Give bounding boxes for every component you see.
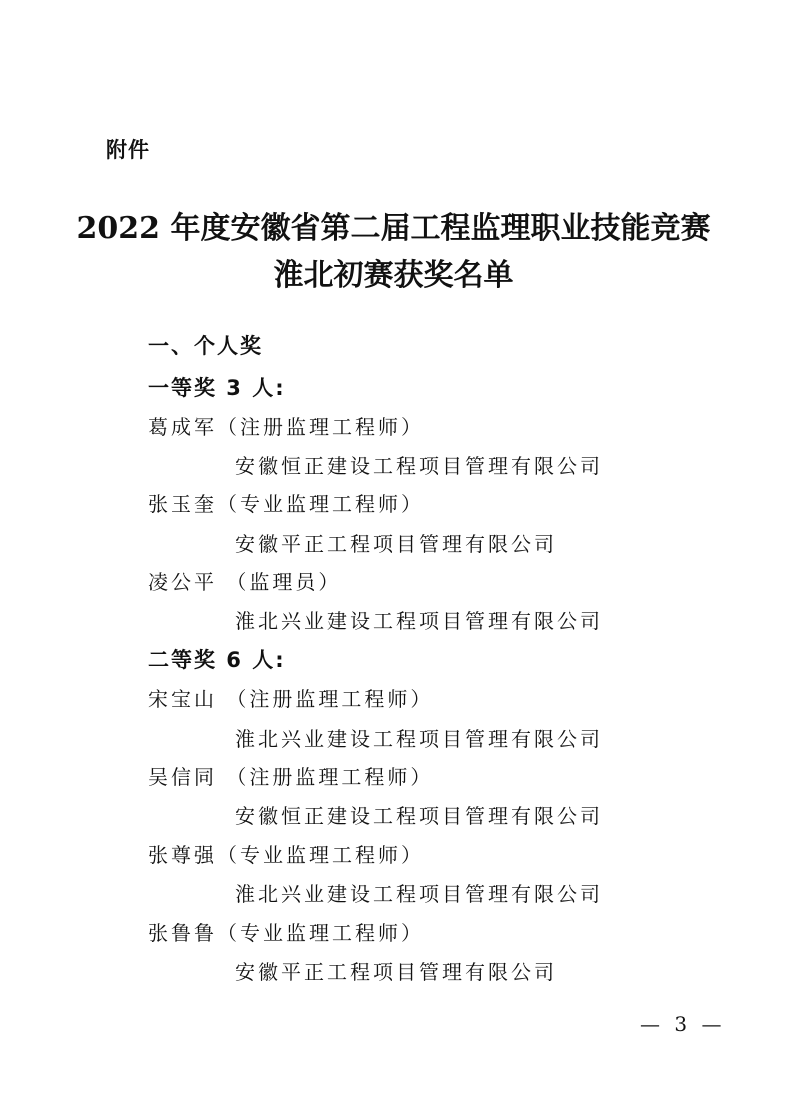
page-number: — 3 — <box>640 1012 726 1036</box>
winner-name: 葛成军（注册监理工程师） <box>148 415 424 439</box>
winner-company: 淮北兴业建设工程项目管理有限公司 <box>235 609 603 633</box>
attachment-label: 附件 <box>106 138 150 162</box>
first-prize-heading: 一等奖 3 人: <box>148 376 286 400</box>
document-title-line-1: 2022 年度安徽省第二届工程监理职业技能竞赛 <box>76 211 711 246</box>
second-prize-heading: 二等奖 6 人: <box>148 648 286 672</box>
winner-name: 凌公平 （监理员） <box>148 570 342 594</box>
winner-name: 张鲁鲁（专业监理工程师） <box>148 921 424 945</box>
winner-company: 安徽平正工程项目管理有限公司 <box>235 960 557 984</box>
document-title-line-2: 淮北初赛获奖名单 <box>273 258 514 293</box>
winner-name: 吴信同 （注册监理工程师） <box>148 765 434 789</box>
winner-company: 淮北兴业建设工程项目管理有限公司 <box>235 727 603 751</box>
winner-company: 淮北兴业建设工程项目管理有限公司 <box>235 882 603 906</box>
winner-company: 安徽恒正建设工程项目管理有限公司 <box>235 804 603 828</box>
winner-company: 安徽恒正建设工程项目管理有限公司 <box>235 454 603 478</box>
section-heading-individual-awards: 一、个人奖 <box>148 334 263 358</box>
winner-name: 张尊强（专业监理工程师） <box>148 843 424 867</box>
winner-name: 宋宝山 （注册监理工程师） <box>148 687 434 711</box>
winner-name: 张玉奎（专业监理工程师） <box>148 492 424 516</box>
winner-company: 安徽平正工程项目管理有限公司 <box>235 532 557 556</box>
